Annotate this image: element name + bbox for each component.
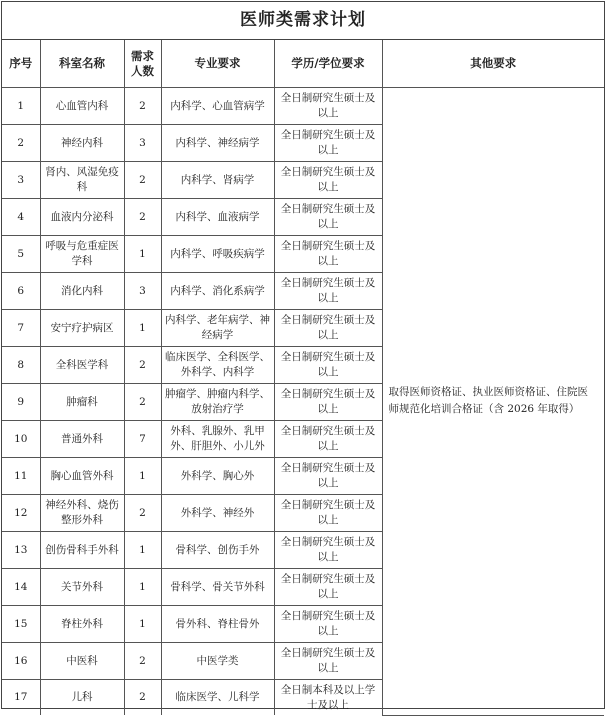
- cell-no: 8: [2, 347, 40, 384]
- cell-major: 内科学、消化系病学: [161, 273, 274, 310]
- cell-no: 15: [2, 606, 40, 643]
- header-count: 需求人数: [124, 40, 161, 88]
- cell-dept: 消化内科: [40, 273, 124, 310]
- cell-no: 10: [2, 421, 40, 458]
- cell-major: 内科学、老年病学、神经病学: [161, 310, 274, 347]
- cell-edu: 全日制研究生硕士及以上: [274, 88, 382, 125]
- cell-edu: 全日制研究生硕士及以上: [274, 384, 382, 421]
- cell-edu: 全日制研究生硕士及以上: [274, 310, 382, 347]
- cell-no: 14: [2, 569, 40, 606]
- cell-count: 2: [124, 643, 161, 680]
- cell-no: 1: [2, 88, 40, 125]
- cell-edu: 全日制研究生硕士及以上: [274, 495, 382, 532]
- cell-no: 16: [2, 643, 40, 680]
- cell-dept: 全科医学科: [40, 347, 124, 384]
- cell-edu: 全日制本科及以上学士及以上: [274, 680, 382, 716]
- cell-no: 3: [2, 162, 40, 199]
- cell-dept: 创伤骨科手外科: [40, 532, 124, 569]
- cell-edu: 全日制研究生硕士及以上: [274, 273, 382, 310]
- table-row: [2, 88, 604, 125]
- cell-count: 1: [124, 606, 161, 643]
- cell-edu: 全日制研究生硕士及以上: [274, 236, 382, 273]
- cell-major: 外科、乳腺外、乳甲外、肝胆外、小儿外: [161, 421, 274, 458]
- cell-edu: 全日制研究生硕士及以上: [274, 569, 382, 606]
- header-dept: 科室名称: [40, 40, 124, 88]
- cell-edu: 全日制研究生硕士及以上: [274, 199, 382, 236]
- header-major: 专业要求: [161, 40, 274, 88]
- cell-no: 7: [2, 310, 40, 347]
- cell-dept: 胸心血管外科: [40, 458, 124, 495]
- cell-dept: 肿瘤科: [40, 384, 124, 421]
- cell-count: 2: [124, 199, 161, 236]
- cell-edu: 全日制研究生硕士及以上: [274, 643, 382, 680]
- cell-major: 骨外科、脊柱骨外: [161, 606, 274, 643]
- cell-count: 3: [124, 125, 161, 162]
- cell-count: 2: [124, 162, 161, 199]
- cell-edu: 全日制研究生硕士及以上: [274, 458, 382, 495]
- cell-major: 内科学、肾病学: [161, 162, 274, 199]
- cell-major: 临床医学、儿科学: [161, 680, 274, 716]
- cell-edu: 全日制研究生硕士及以上: [274, 606, 382, 643]
- cell-major: 内科学、神经病学: [161, 125, 274, 162]
- cell-major: 外科学、胸心外: [161, 458, 274, 495]
- cell-no: 17: [2, 680, 40, 716]
- cell-major: 骨科学、骨关节外科: [161, 569, 274, 606]
- cell-dept: 普通外科: [40, 421, 124, 458]
- cell-major: 中医学类: [161, 643, 274, 680]
- cell-major: 内科学、呼吸疾病学: [161, 236, 274, 273]
- cell-dept: 神经内科: [40, 125, 124, 162]
- cell-count: 2: [124, 384, 161, 421]
- cell-count: 1: [124, 310, 161, 347]
- cell-major: 内科学、血液病学: [161, 199, 274, 236]
- cell-major: 骨科学、创伤手外: [161, 532, 274, 569]
- cell-dept: 关节外科: [40, 569, 124, 606]
- cell-count: 1: [124, 532, 161, 569]
- cell-dept: 神经外科、烧伤整形外科: [40, 495, 124, 532]
- header-row: [2, 40, 604, 88]
- cell-dept: 中医科: [40, 643, 124, 680]
- requirements-table: [2, 40, 604, 716]
- cell-major: 肿瘤学、肿瘤内科学、放射治疗学: [161, 384, 274, 421]
- cell-edu: 全日制研究生硕士及以上: [274, 125, 382, 162]
- cell-count: 2: [124, 88, 161, 125]
- cell-dept: 呼吸与危重症医学科: [40, 236, 124, 273]
- cell-dept: 脊柱外科: [40, 606, 124, 643]
- cell-edu: 全日制研究生硕士及以上: [274, 532, 382, 569]
- cell-edu: 全日制研究生硕士及以上: [274, 347, 382, 384]
- cell-count: 1: [124, 236, 161, 273]
- cell-count: 2: [124, 680, 161, 716]
- cell-count: 2: [124, 495, 161, 532]
- cell-edu: 全日制研究生硕士及以上: [274, 162, 382, 199]
- cell-dept: 心血管内科: [40, 88, 124, 125]
- header-edu: 学历/学位要求: [274, 40, 382, 88]
- document-page: [1, 1, 605, 709]
- cell-no: 5: [2, 236, 40, 273]
- cell-no: 6: [2, 273, 40, 310]
- cell-dept: 肾内、风湿免疫科: [40, 162, 124, 199]
- cell-no: 11: [2, 458, 40, 495]
- header-no: 序号: [2, 40, 40, 88]
- cell-no: 12: [2, 495, 40, 532]
- cell-count: 7: [124, 421, 161, 458]
- table-title: 医师类需求计划: [2, 2, 604, 40]
- cell-count: 3: [124, 273, 161, 310]
- cell-no: 2: [2, 125, 40, 162]
- cell-major: 临床医学、全科医学、外科学、内科学: [161, 347, 274, 384]
- cell-count: 1: [124, 569, 161, 606]
- cell-no: 13: [2, 532, 40, 569]
- cell-no: 9: [2, 384, 40, 421]
- cell-count: 1: [124, 458, 161, 495]
- cell-major: 内科学、心血管病学: [161, 88, 274, 125]
- header-other: 其他要求: [382, 40, 604, 88]
- cell-dept: 儿科: [40, 680, 124, 716]
- cell-other-requirement: 取得医师资格证、执业医师资格证、住院医师规范化培训合格证（含 2026 年取得）: [382, 88, 604, 716]
- cell-major: 外科学、神经外: [161, 495, 274, 532]
- cell-edu: 全日制研究生硕士及以上: [274, 421, 382, 458]
- cell-dept: 安宁疗护病区: [40, 310, 124, 347]
- cell-count: 2: [124, 347, 161, 384]
- cell-dept: 血液内分泌科: [40, 199, 124, 236]
- cell-no: 4: [2, 199, 40, 236]
